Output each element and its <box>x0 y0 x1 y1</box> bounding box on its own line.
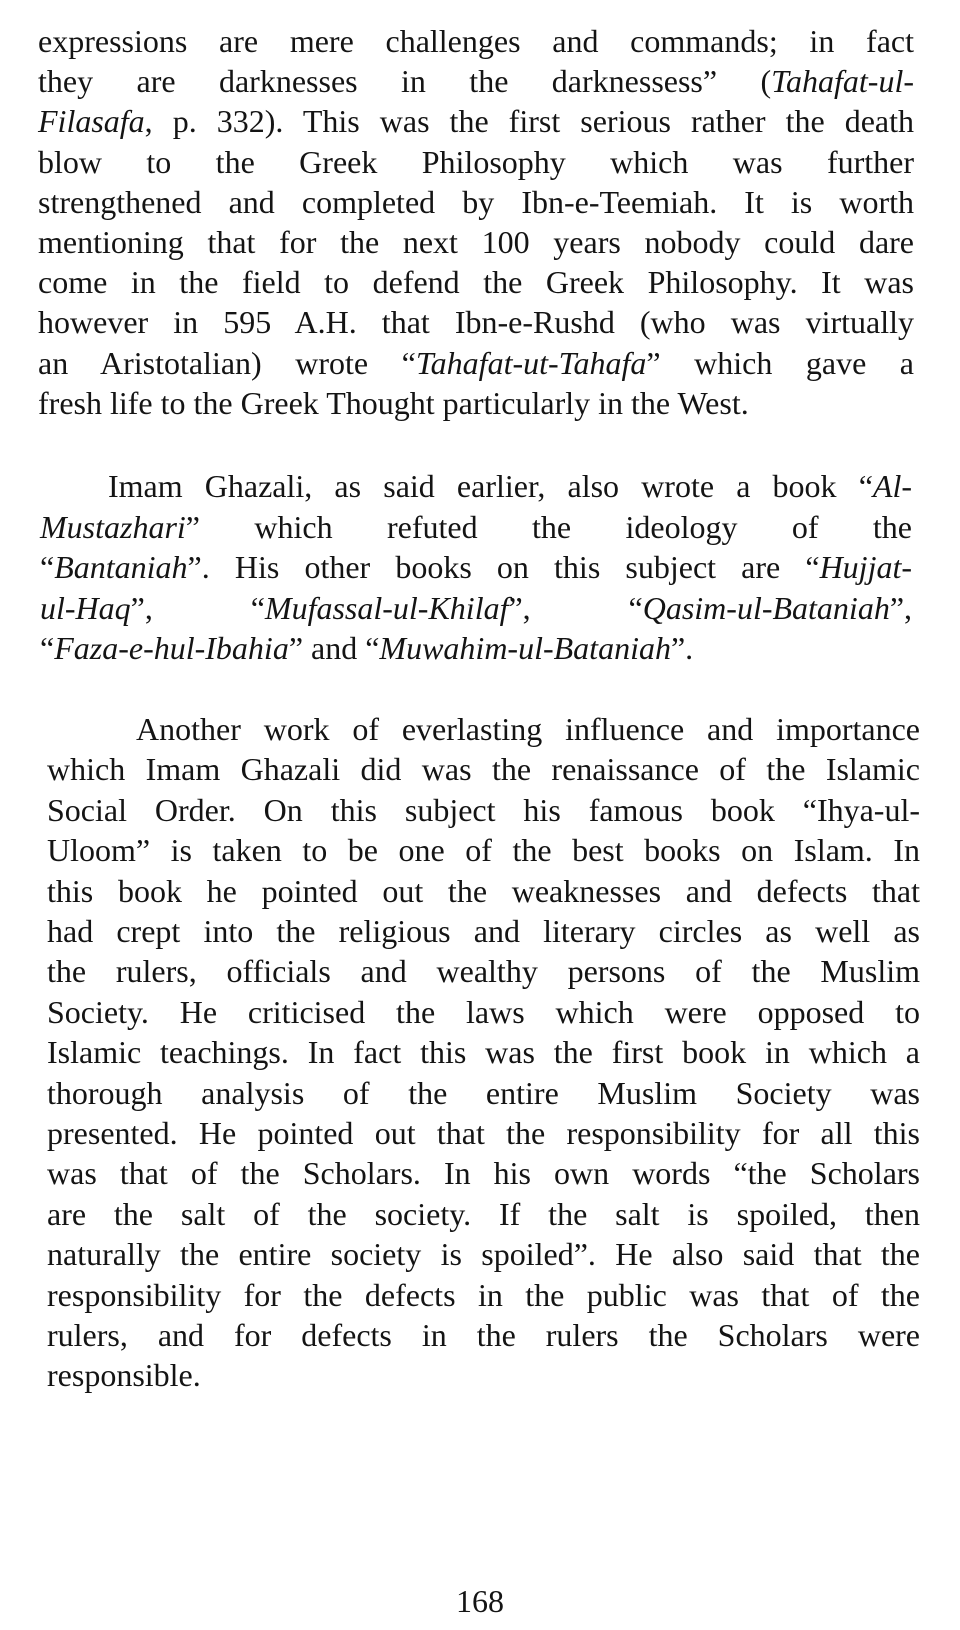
text-line <box>38 223 914 261</box>
text-line <box>40 589 912 627</box>
italic-title: Tahafat-ut-Tahafa <box>415 344 647 381</box>
text-run: come in the field to defend the Greek Philosophy. It was <box>38 264 914 301</box>
text-run: thorough analysis of the entire Muslim Society was <box>47 1074 920 1111</box>
text-line <box>47 1195 920 1233</box>
text-run: an Aristotalian) wrote “ <box>38 344 416 381</box>
text-line <box>40 548 912 586</box>
text-line <box>47 993 920 1031</box>
page-number: 168 <box>456 1583 504 1619</box>
text-run: ” which gave a <box>646 344 915 381</box>
italic-title: Faza-e-hul-Ibahia <box>54 630 289 666</box>
text-run: ”, “ <box>508 589 643 626</box>
text-line <box>47 1235 920 1273</box>
text-line <box>47 791 920 829</box>
text-run: ”, “ <box>130 589 265 626</box>
text-run: which Imam Ghazali did was the renaissance of the Islamic <box>47 751 920 788</box>
italic-title: Tahafat-ul- <box>771 63 914 100</box>
text-run: Uloom” is taken to be one of the best books on Islam. In <box>47 832 920 869</box>
text-run: naturally the entire society is spoiled”. He also said that the <box>47 1236 920 1273</box>
italic-title: Al- <box>872 468 912 504</box>
text-run: however in 595 A.H. that Ibn-e-Rushd (who was virtually <box>38 304 914 341</box>
text-line <box>38 303 914 341</box>
text-line <box>38 384 914 422</box>
text-run: Imam Ghazali, as said earlier, also wrote a book “ <box>108 468 873 504</box>
text-run: ” which refuted the ideology of the <box>185 508 912 545</box>
text-run: expressions are mere challenges and commands; in fact <box>38 23 914 59</box>
text-line <box>38 102 914 140</box>
italic-title: Mustazhari <box>40 508 186 545</box>
text-line <box>47 872 920 910</box>
text-run: ” and “ <box>288 630 380 666</box>
text-line <box>47 1074 920 1112</box>
italic-title: Bantaniah <box>54 549 188 585</box>
text-run: mentioning that for the next 100 years nobody could dare <box>38 224 914 260</box>
italic-title: Mufassal-ul-Khilaf <box>264 589 509 626</box>
text-run: had crept into the religious and literary circles as well as <box>47 913 920 949</box>
text-run: ”. <box>670 630 694 666</box>
text-run: this book he pointed out the weaknesses and defects that <box>47 872 920 909</box>
text-line <box>108 467 912 505</box>
text-line <box>47 1356 920 1394</box>
italic-title: Filasafa <box>38 103 145 140</box>
text-run: Islamic teachings. In fact this was the first book in which a <box>47 1034 920 1071</box>
text-line <box>38 344 914 382</box>
text-line <box>38 263 914 301</box>
text-line <box>47 1316 920 1354</box>
text-run: ”, <box>889 589 913 626</box>
text-run: fresh life to the Greek Thought particularly in the West. <box>38 384 749 421</box>
text-line <box>47 1276 920 1314</box>
text-line <box>47 831 920 869</box>
text-line <box>38 183 914 221</box>
text-run: blow to the Greek Philosophy which was further <box>38 143 914 180</box>
text-line <box>38 22 914 60</box>
text-line <box>38 62 914 100</box>
text-run: rulers, and for defects in the rulers the Scholars were <box>47 1317 920 1353</box>
italic-title: Qasim-ul-Bataniah <box>642 589 890 626</box>
text-run: responsibility for the defects in the public was that of the <box>47 1276 920 1313</box>
italic-title: Muwahim-ul-Bataniah <box>379 630 671 666</box>
text-line <box>47 1114 920 1152</box>
text-line <box>136 710 920 748</box>
text-run: Society. He criticised the laws which were opposed to <box>47 993 920 1030</box>
text-run: “ <box>40 630 55 666</box>
text-run: responsible. <box>47 1357 201 1394</box>
text-run: are the salt of the society. If the salt is spoiled, then <box>47 1195 920 1232</box>
text-line <box>47 952 920 990</box>
text-run: strengthened and completed by Ibn-e-Teemiah. It is worth <box>38 183 914 220</box>
italic-title: Hujjat- <box>819 549 912 585</box>
italic-title: ul-Haq <box>40 589 131 626</box>
text-run: they are darknesses in the darknessess” ( <box>38 63 772 100</box>
text-run: Social Order. On this subject his famous book “Ihya-ul- <box>47 791 920 828</box>
text-line <box>47 1033 920 1071</box>
text-run: “ <box>40 549 55 585</box>
text-run: was that of the Scholars. In his own words “the Scholars <box>47 1155 920 1192</box>
text-run: the rulers, officials and wealthy persons of the Muslim <box>47 953 920 990</box>
text-run: presented. He pointed out that the responsibility for all this <box>47 1115 920 1151</box>
text-run: Another work of everlasting influence and importance <box>136 711 920 747</box>
text-line <box>40 629 912 667</box>
text-run: ”. His other books on this subject are “ <box>187 549 820 585</box>
text-line <box>47 912 920 950</box>
text-line <box>40 508 912 546</box>
text-line <box>47 1154 920 1192</box>
text-line <box>47 750 920 788</box>
text-line <box>38 143 914 181</box>
text-run: , p. 332). This was the first serious rather the death <box>144 103 914 140</box>
